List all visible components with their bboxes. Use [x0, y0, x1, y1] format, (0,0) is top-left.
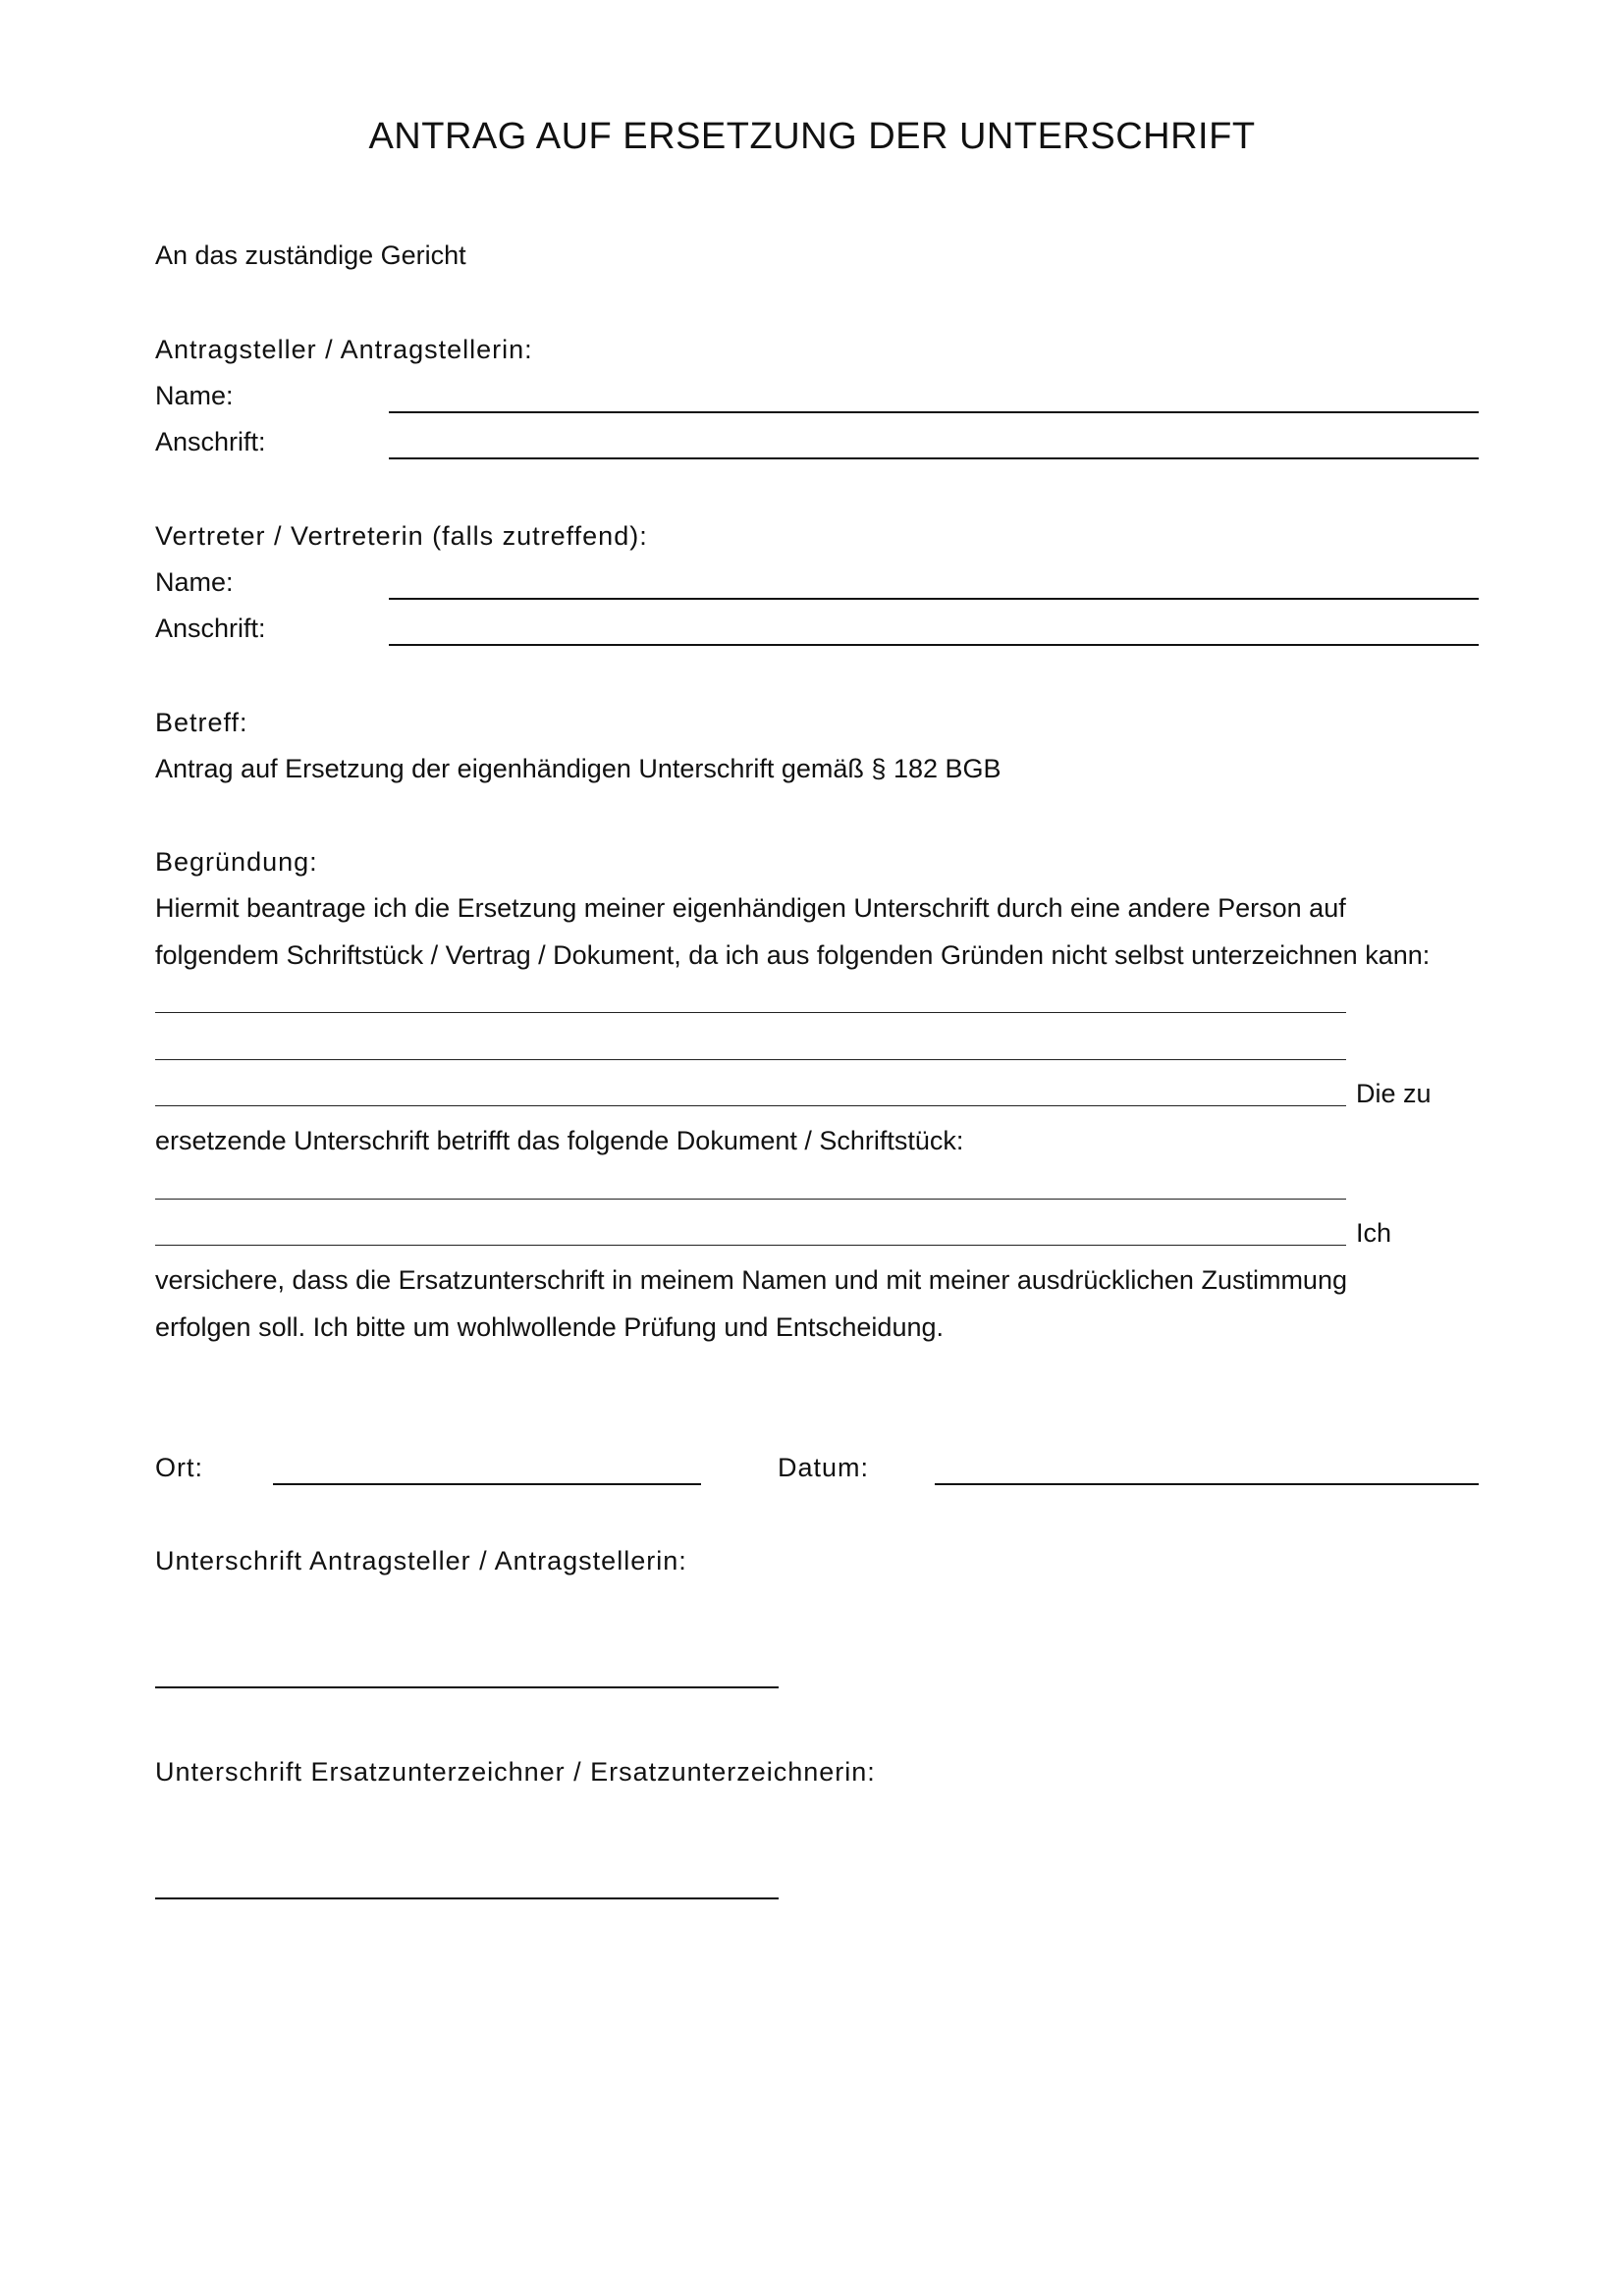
- signature-applicant-line[interactable]: [155, 1686, 779, 1688]
- applicant-address-label: Anschrift:: [155, 427, 266, 456]
- place-field[interactable]: [273, 1483, 701, 1485]
- recipient: An das zuständige Gericht: [155, 240, 466, 270]
- representative-name-label: Name:: [155, 567, 234, 597]
- representative-address-field[interactable]: [389, 644, 1479, 646]
- reason-blank-2[interactable]: [155, 1059, 1346, 1060]
- reason-blank-3[interactable]: [155, 1105, 1346, 1106]
- applicant-name-label: Name:: [155, 381, 234, 410]
- applicant-address-field[interactable]: [389, 457, 1479, 459]
- reason-line-1: Hiermit beantrage ich die Ersetzung meiner eigenhändigen Unterschrift durch eine andere Person auf: [155, 893, 1346, 923]
- signature-substitute-line[interactable]: [155, 1897, 779, 1899]
- reason-line-3: ersetzende Unterschrift betrifft das folgende Dokument / Schriftstück:: [155, 1126, 964, 1155]
- reason-blank-1[interactable]: [155, 1012, 1346, 1013]
- representative-heading: Vertreter / Vertreterin (falls zutreffend):: [155, 521, 648, 551]
- date-label: Datum:: [778, 1453, 870, 1482]
- document-blank-2[interactable]: [155, 1245, 1346, 1246]
- signature-applicant-label: Unterschrift Antragsteller / Antragstellerin:: [155, 1546, 687, 1575]
- subject-text: Antrag auf Ersetzung der eigenhändigen Unterschrift gemäß § 182 BGB: [155, 754, 1001, 783]
- reason-line-4: versichere, dass die Ersatzunterschrift in meinem Namen und mit meiner ausdrücklichen Zustimmung: [155, 1265, 1347, 1295]
- place-label: Ort:: [155, 1453, 203, 1482]
- reason-continuation-1: Die zu: [1356, 1079, 1432, 1108]
- reason-line-2: folgendem Schriftstück / Vertrag / Dokument, da ich aus folgenden Gründen nicht selbst unterzeichnen kann:: [155, 940, 1431, 970]
- reason-line-5: erfolgen soll. Ich bitte um wohlwollende Prüfung und Entscheidung.: [155, 1312, 944, 1342]
- representative-address-label: Anschrift:: [155, 614, 266, 643]
- applicant-name-field[interactable]: [389, 411, 1479, 413]
- applicant-heading: Antragsteller / Antragstellerin:: [155, 335, 533, 364]
- document-title: ANTRAG AUF ERSETZUNG DER UNTERSCHRIFT: [368, 116, 1256, 157]
- reason-continuation-2: Ich: [1356, 1218, 1392, 1248]
- reason-heading: Begründung:: [155, 847, 318, 877]
- date-field[interactable]: [935, 1483, 1479, 1485]
- subject-heading: Betreff:: [155, 708, 248, 737]
- representative-name-field[interactable]: [389, 598, 1479, 600]
- document-blank-1[interactable]: [155, 1199, 1346, 1200]
- signature-substitute-label: Unterschrift Ersatzunterzeichner / Ersatzunterzeichnerin:: [155, 1757, 876, 1787]
